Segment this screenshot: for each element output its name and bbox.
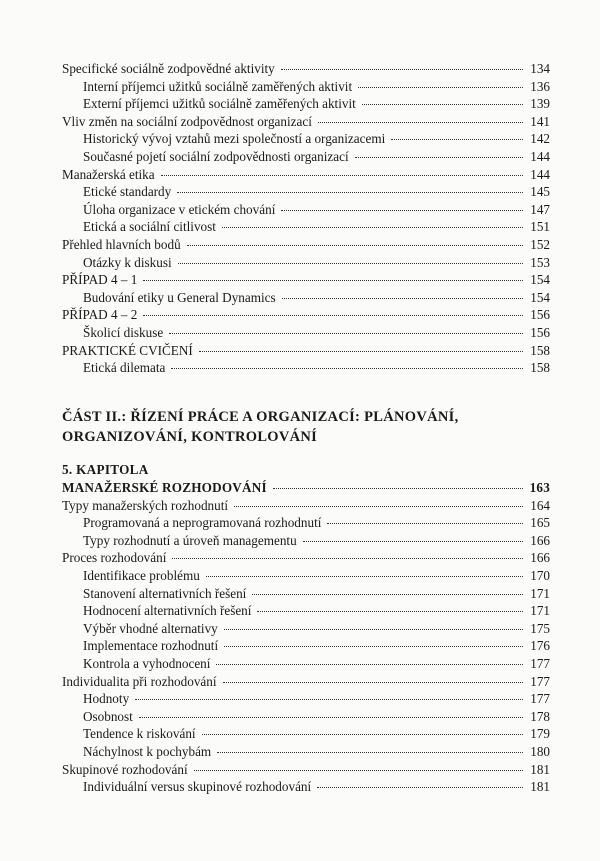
toc-entry-title: Typy rozhodnutí a úroveň managementu	[83, 532, 297, 548]
dot-leader	[234, 506, 523, 507]
toc-subentry	[62, 655, 550, 673]
toc-page-number: 165	[530, 515, 550, 531]
toc-entry	[62, 479, 550, 497]
toc-page-number: 178	[530, 708, 550, 724]
toc-page-number: 181	[530, 779, 550, 795]
toc-entry-title: Interní příjemci užitků sociálně zaměřených aktivit	[83, 78, 353, 94]
dot-leader	[391, 139, 523, 140]
toc-page-number: 164	[530, 497, 550, 513]
toc-page-number: 151	[530, 219, 550, 235]
toc-page-number: 170	[530, 567, 550, 583]
toc-subentry	[62, 620, 550, 638]
dot-leader	[169, 333, 523, 334]
toc-subentry	[62, 690, 550, 708]
dot-leader	[303, 541, 523, 542]
toc-subentry	[62, 201, 550, 219]
toc-entry-title: MANAŽERSKÉ ROZHODOVÁNÍ	[62, 480, 267, 495]
toc-subentry	[62, 359, 550, 377]
dot-leader	[257, 611, 523, 612]
toc-entry-title: Skupinové rozhodování	[62, 761, 188, 777]
toc-subentry	[62, 289, 550, 307]
toc-entry	[62, 549, 550, 567]
toc-page-number: 154	[530, 289, 550, 305]
dot-leader	[282, 298, 523, 299]
toc-entry-title: Etické standardy	[83, 184, 172, 200]
toc-entry-title: Otázky k diskusi	[83, 254, 172, 270]
dot-leader	[281, 210, 523, 211]
dot-leader	[139, 717, 523, 718]
toc-entry-title: Osobnost	[83, 708, 133, 724]
toc-entry-title: Hodnocení alternativních řešení	[83, 603, 252, 619]
dot-leader	[355, 157, 523, 158]
toc-page-number: 166	[530, 532, 550, 548]
toc-entry-title: Identifikace problému	[83, 567, 200, 583]
dot-leader	[281, 69, 523, 70]
toc-subentry	[62, 725, 550, 743]
toc-entry-title: PŘÍPAD 4 – 2	[62, 307, 138, 323]
toc-entry	[62, 673, 550, 691]
toc-entry	[62, 497, 550, 515]
toc-subentry	[62, 148, 550, 166]
toc-page-number: 134	[530, 61, 550, 76]
toc-subentry	[62, 218, 550, 236]
toc-page-number: 158	[530, 360, 550, 376]
toc-page-number: 163	[529, 480, 550, 495]
dot-leader	[199, 351, 523, 352]
toc-page-number: 171	[530, 603, 550, 619]
toc-entry-title: Specifické sociálně zodpovědné aktivity	[62, 61, 275, 76]
toc-page-number: 158	[530, 342, 550, 358]
chapter-label: 5. KAPITOLA	[62, 462, 149, 477]
toc-subentry	[62, 637, 550, 655]
dot-leader	[161, 175, 523, 176]
toc-subentry	[62, 602, 550, 620]
dot-leader	[318, 122, 523, 123]
toc-entry-title: Kontrola a vyhodnocení	[83, 655, 211, 671]
toc-page-number: 171	[530, 585, 550, 601]
dot-leader	[202, 734, 523, 735]
dot-leader	[143, 280, 523, 281]
toc-page-number: 145	[530, 184, 550, 200]
toc-page-number: 144	[530, 148, 550, 164]
toc-subentry	[62, 778, 550, 796]
toc-entry	[62, 306, 550, 324]
toc-page-number: 147	[530, 201, 550, 217]
toc-entry-title: Etická a sociální citlivost	[83, 219, 216, 235]
toc-entry	[62, 166, 550, 184]
toc-page-number: 180	[530, 743, 550, 759]
toc-entry-title: Historický vývoj vztahů mezi společností a organizacemi	[83, 131, 386, 147]
dot-leader	[222, 227, 523, 228]
toc-subentry	[62, 78, 550, 96]
dot-leader	[206, 576, 523, 577]
toc-entry-title: Úloha organizace v etickém chování	[83, 201, 276, 217]
dot-leader	[224, 629, 523, 630]
dot-leader	[143, 315, 523, 316]
toc-page-number: 144	[530, 166, 550, 182]
toc-subentry	[62, 567, 550, 585]
dot-leader	[171, 368, 523, 369]
toc-entry-title: Náchylnost k pochybám	[83, 743, 212, 759]
toc-subentry	[62, 532, 550, 550]
dot-leader	[358, 87, 523, 88]
dot-leader	[172, 558, 523, 559]
toc-entry-title: Výběr vhodné alternativy	[83, 620, 218, 636]
toc-entry-title: Budování etiky u General Dynamics	[83, 289, 276, 305]
toc-entry-title: Implementace rozhodnutí	[83, 638, 219, 654]
toc-page-number: 179	[530, 726, 550, 742]
toc-entry-title: Tendence k riskování	[83, 726, 196, 742]
toc-subentry	[62, 324, 550, 342]
toc-page-number: 152	[530, 236, 550, 252]
toc-entry-title: Současné pojetí sociální zodpovědnosti organizací	[83, 148, 349, 164]
toc-page-number: 142	[530, 131, 550, 147]
dot-leader	[224, 646, 523, 647]
toc-entry-title: Proces rozhodování	[62, 550, 167, 566]
toc-page-number: 175	[530, 620, 550, 636]
dot-leader	[362, 104, 523, 105]
toc-page-number: 153	[530, 254, 550, 270]
toc-entry-title: PRAKTICKÉ CVIČENÍ	[62, 342, 193, 358]
toc-entry	[62, 761, 550, 779]
toc-subentry	[62, 254, 550, 272]
dot-leader	[177, 192, 523, 193]
toc-entry	[62, 60, 550, 78]
dot-leader	[178, 263, 523, 264]
part-title: ČÁST II.: ŘÍZENÍ PRÁCE A ORGANIZACÍ: PLÁNOVÁNÍ, ORGANIZOVÁNÍ, KONTROLOVÁNÍ	[62, 409, 459, 445]
toc-page-number: 156	[530, 324, 550, 340]
toc-page-number: 177	[530, 691, 550, 707]
toc-section-chapter-5	[62, 479, 550, 796]
toc-entry-title: Stanovení alternativních řešení	[83, 585, 247, 601]
toc-subentry	[62, 585, 550, 603]
toc-subentry	[62, 130, 550, 148]
dot-leader	[252, 594, 523, 595]
dot-leader	[223, 682, 523, 683]
toc-entry-title: PŘÍPAD 4 – 1	[62, 272, 138, 288]
dot-leader	[273, 488, 523, 489]
dot-leader	[327, 523, 523, 524]
toc-subentry	[62, 95, 550, 113]
toc-page-number: 136	[530, 78, 550, 94]
dot-leader	[187, 245, 523, 246]
toc-entry-title: Individualita při rozhodování	[62, 673, 217, 689]
toc-subentry	[62, 514, 550, 532]
toc-page-number: 177	[530, 655, 550, 671]
dot-leader	[216, 664, 523, 665]
toc-page-number: 176	[530, 638, 550, 654]
toc-entry	[62, 271, 550, 289]
toc-entry-title: Přehled hlavních bodů	[62, 236, 181, 252]
toc-page-number: 181	[530, 761, 550, 777]
toc-entry-title: Externí příjemci užitků sociálně zaměřených aktivit	[83, 96, 356, 112]
toc-page-number: 156	[530, 307, 550, 323]
toc-entry-title: Vliv změn na sociální zodpovědnost organizací	[62, 113, 312, 129]
toc-entry-title: Manažerská etika	[62, 166, 155, 182]
toc-entry-title: Typy manažerských rozhodnutí	[62, 497, 229, 513]
toc-section-chapter-4	[62, 60, 550, 377]
dot-leader	[194, 770, 523, 771]
toc-entry-title: Etická dilemata	[83, 360, 166, 376]
toc-page-number: 139	[530, 96, 550, 112]
dot-leader	[217, 752, 523, 753]
toc-entry-title: Individuální versus skupinové rozhodování	[83, 779, 312, 795]
toc-subentry	[62, 183, 550, 201]
dot-leader	[317, 787, 523, 788]
toc-entry-title: Hodnoty	[83, 691, 130, 707]
toc-subentry	[62, 708, 550, 726]
toc-entry	[62, 236, 550, 254]
toc-entry	[62, 342, 550, 360]
toc-entry-title: Programovaná a neprogramovaná rozhodnutí	[83, 515, 322, 531]
toc-page-number: 154	[530, 272, 550, 288]
toc-subentry	[62, 743, 550, 761]
toc-page-number: 141	[530, 113, 550, 129]
toc-page-number: 177	[530, 673, 550, 689]
toc-page-number: 166	[530, 550, 550, 566]
toc-entry-title: Školicí diskuse	[83, 324, 164, 340]
dot-leader	[135, 699, 523, 700]
toc-entry	[62, 113, 550, 131]
